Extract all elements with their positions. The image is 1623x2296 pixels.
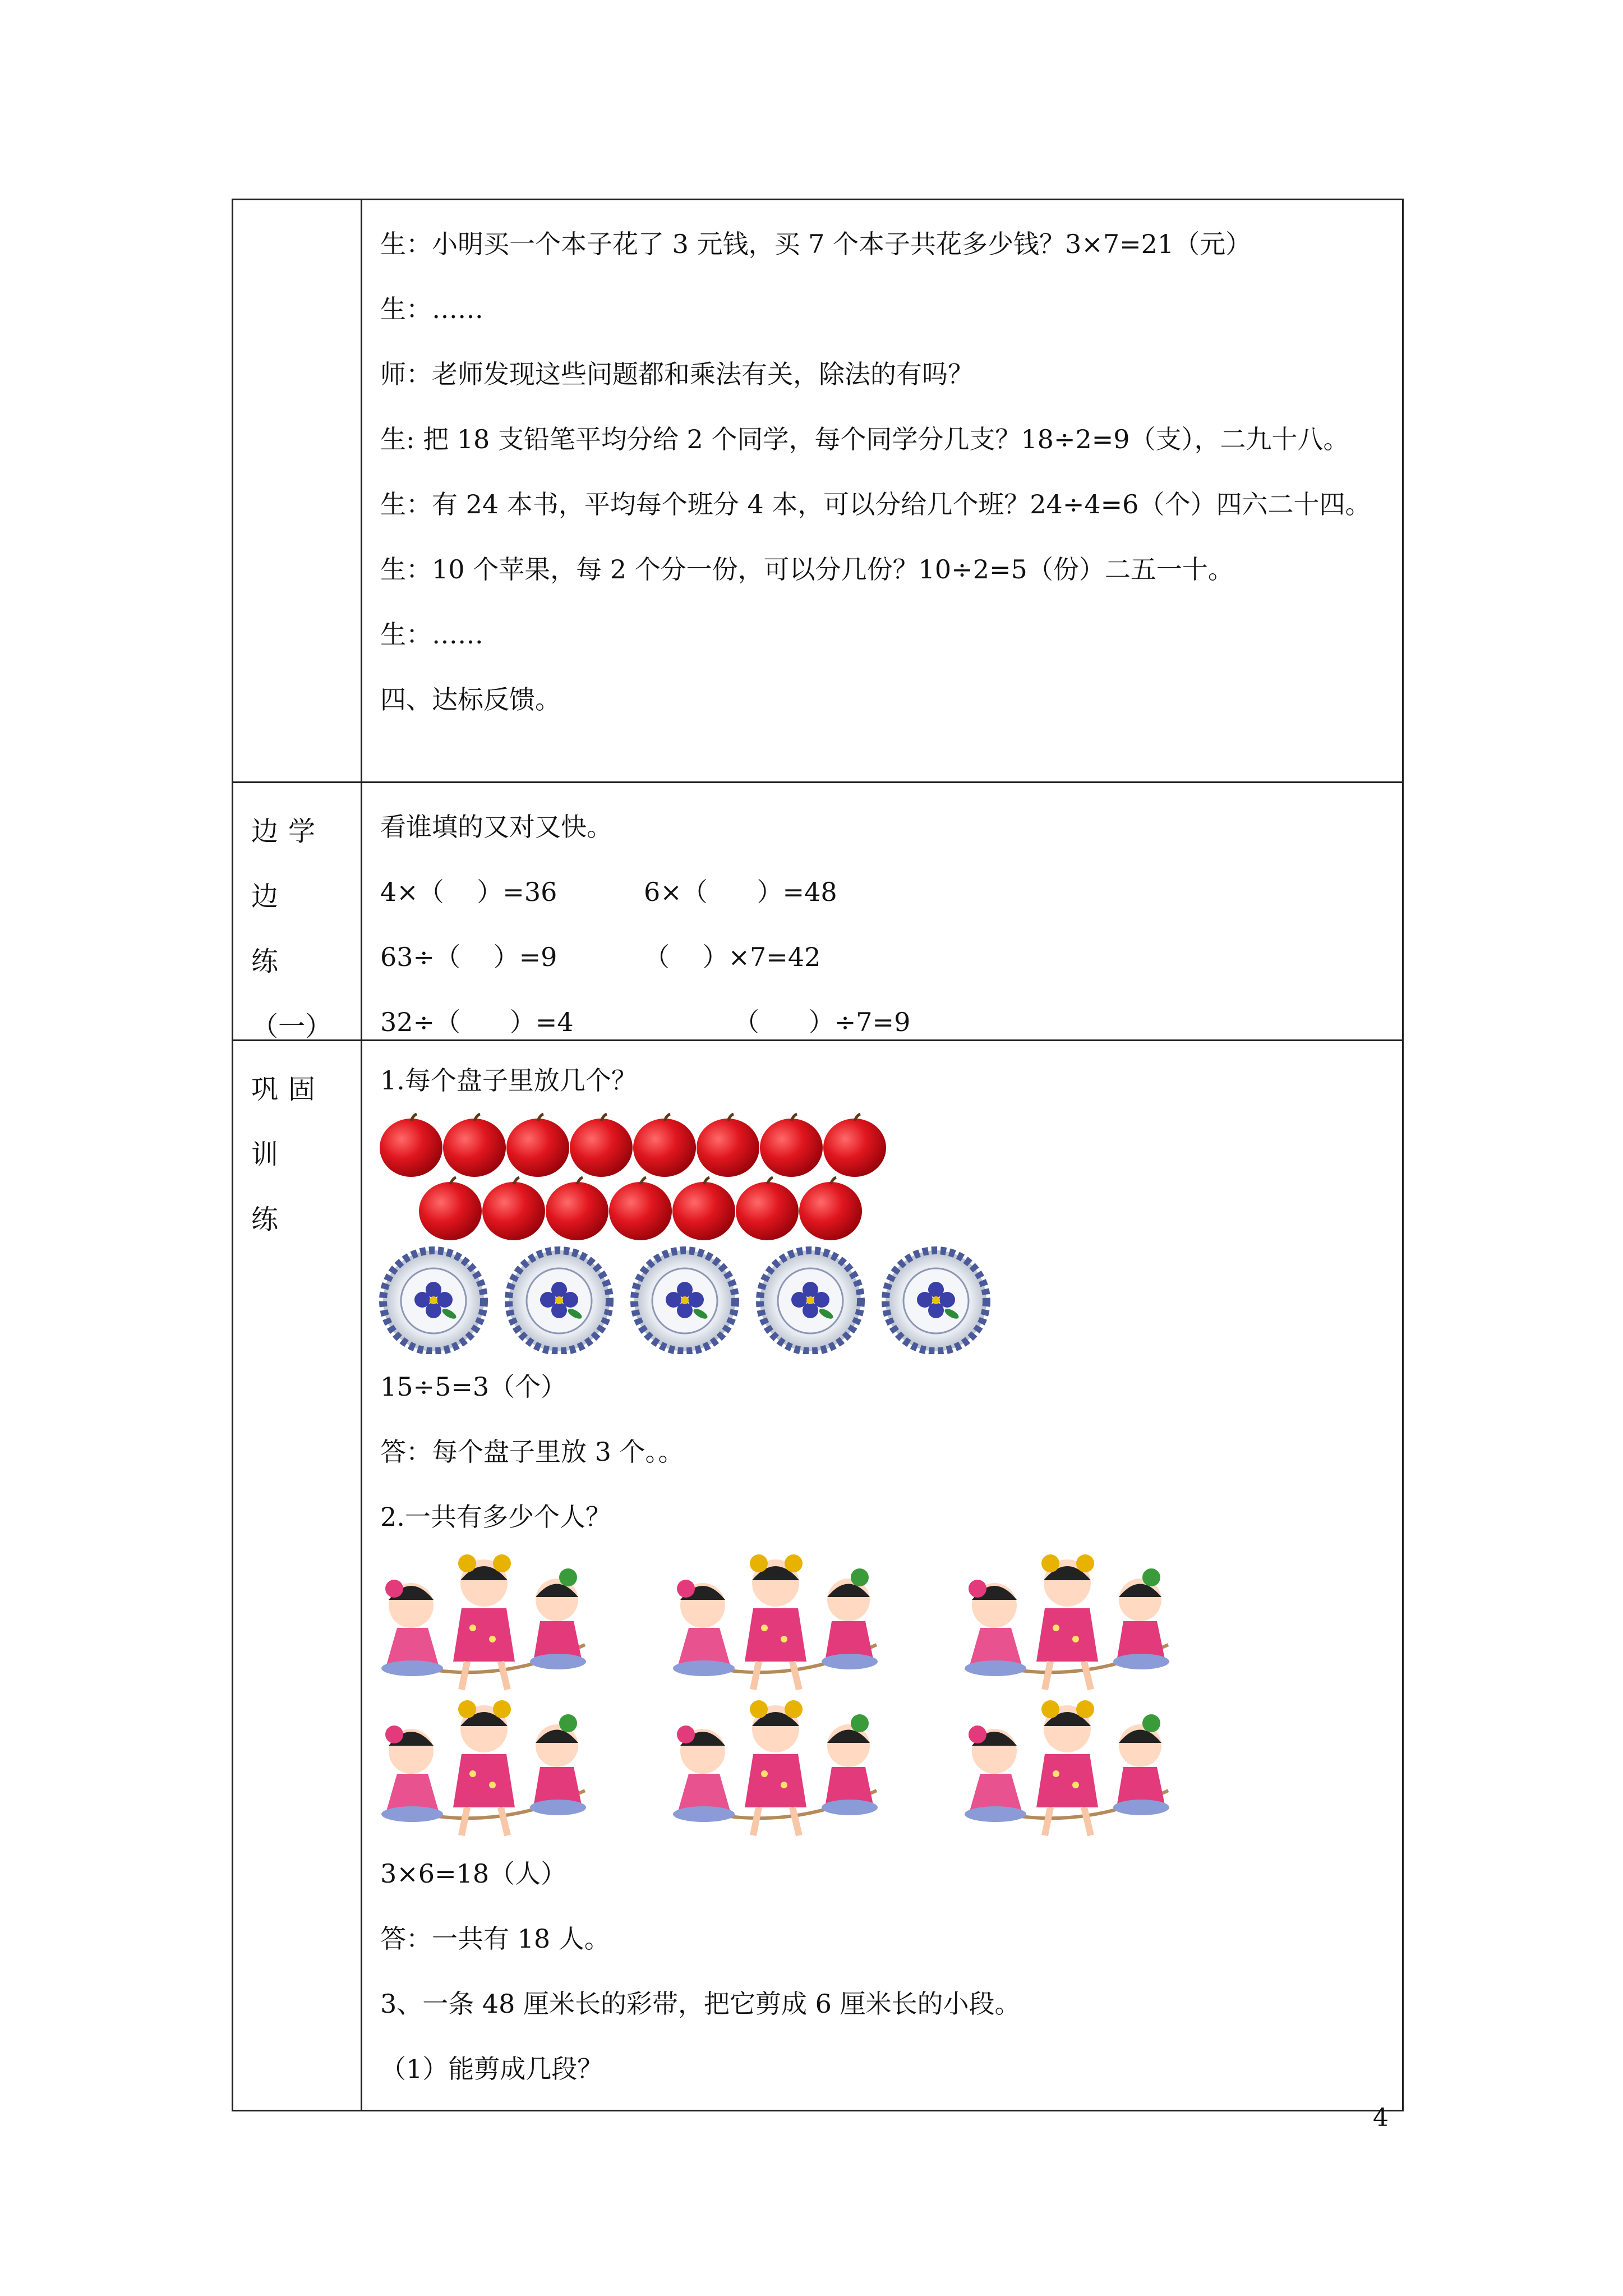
question-3-part-1: （1）能剪成几段？	[380, 2054, 603, 2084]
question-1-equation: 15÷5=3（个）	[380, 1372, 567, 1402]
apple-icon	[419, 1177, 482, 1240]
row-label: 练	[251, 946, 289, 977]
page-number: 4	[1373, 2104, 1389, 2132]
apple-icon	[760, 1114, 823, 1177]
question-2-equation: 3×6=18（人）	[380, 1858, 567, 1889]
jump-rope-group	[965, 1554, 1169, 1690]
fill-blank-item: （ ）÷7=9	[734, 1007, 911, 1037]
dialogue-line: 师：老师发现这些问题都和乘法有关，除法的有吗？	[380, 359, 974, 389]
fill-blank-row	[380, 924, 1402, 990]
plate-icon	[634, 1250, 735, 1351]
apple-icon	[736, 1177, 799, 1240]
apple-icon	[482, 1177, 545, 1240]
question-2: 2.一共有多少个人？	[380, 1502, 611, 1532]
plate-icon	[383, 1250, 484, 1351]
apple-icon	[672, 1177, 735, 1240]
row-label: 练	[251, 1204, 289, 1235]
exercise-intro: 看谁填的又对又快。	[380, 812, 612, 842]
apple-icon	[570, 1114, 633, 1177]
fill-blank-item: （ ）×7=42	[644, 942, 821, 972]
apple-icon	[823, 1114, 886, 1177]
apple-icon	[633, 1114, 696, 1177]
jump-rope-group	[965, 1700, 1169, 1835]
fill-blank-row	[380, 859, 1402, 924]
dialogue-line: 生：有 24 本书，平均每个班分 4 本，可以分给几个班？24÷4=6（个）四六二十四。	[380, 489, 1371, 519]
row-label: 巩固训	[251, 1074, 326, 1170]
row-label: 边学边	[251, 816, 326, 912]
plate-icon	[886, 1250, 986, 1351]
question-1-answer: 答：每个盘子里放 3 个。。	[380, 1437, 684, 1467]
jump-rope-group	[381, 1554, 586, 1690]
practice-cell	[362, 1041, 1402, 2110]
dialogue-line: 生：……	[380, 294, 483, 324]
jump-rope-group	[381, 1700, 586, 1835]
row-label: （一）	[251, 1011, 333, 1042]
apple-icon	[506, 1114, 569, 1177]
plate-icon	[509, 1250, 610, 1351]
apple-icon	[380, 1114, 442, 1177]
jump-rope-group	[673, 1554, 878, 1690]
apples-plates-illustration	[377, 1113, 994, 1354]
fill-blank-item: 63÷（ ）=9	[380, 942, 557, 972]
exercise-cell	[362, 783, 1402, 1039]
label-cell	[233, 783, 361, 1042]
dialogue-cell	[362, 200, 1402, 781]
apple-icon	[609, 1177, 672, 1240]
section-heading: 四、达标反馈。	[380, 684, 561, 715]
apple-icon	[546, 1177, 608, 1240]
dialogue-line: 生: 把 18 支铅笔平均分给 2 个同学，每个同学分几支？18÷2=9（支），二九十八。	[380, 424, 1349, 454]
apple-icon	[443, 1114, 506, 1177]
jump-rope-girls-illustration	[377, 1549, 1219, 1841]
question-3: 3、一条 48 厘米长的彩带，把它剪成 6 厘米长的小段。	[380, 1989, 1021, 2019]
fill-blank-item: 32÷（ ）=4	[380, 1007, 574, 1037]
dialogue-line: 生：10 个苹果，每 2 个分一份，可以分几份？10÷2=5（份）二五一十。	[380, 554, 1234, 585]
question-2-answer: 答：一共有 18 人。	[380, 1924, 610, 1954]
fill-blank-item: 4×（ ）=36	[380, 877, 557, 907]
dialogue-line: 生：……	[380, 619, 483, 650]
jump-rope-group	[673, 1700, 878, 1835]
lesson-table	[232, 199, 1404, 2111]
plate-icon	[760, 1250, 861, 1351]
fill-blank-item: 6×（ ）=48	[644, 877, 837, 907]
dialogue-line: 生：小明买一个本子花了 3 元钱，买 7 个本子共花多少钱？3×7=21（元）	[380, 229, 1252, 259]
apple-icon	[799, 1177, 862, 1240]
apple-icon	[697, 1114, 759, 1177]
question-1: 1.每个盘子里放几个？	[380, 1065, 637, 1096]
label-cell	[233, 1041, 361, 2110]
